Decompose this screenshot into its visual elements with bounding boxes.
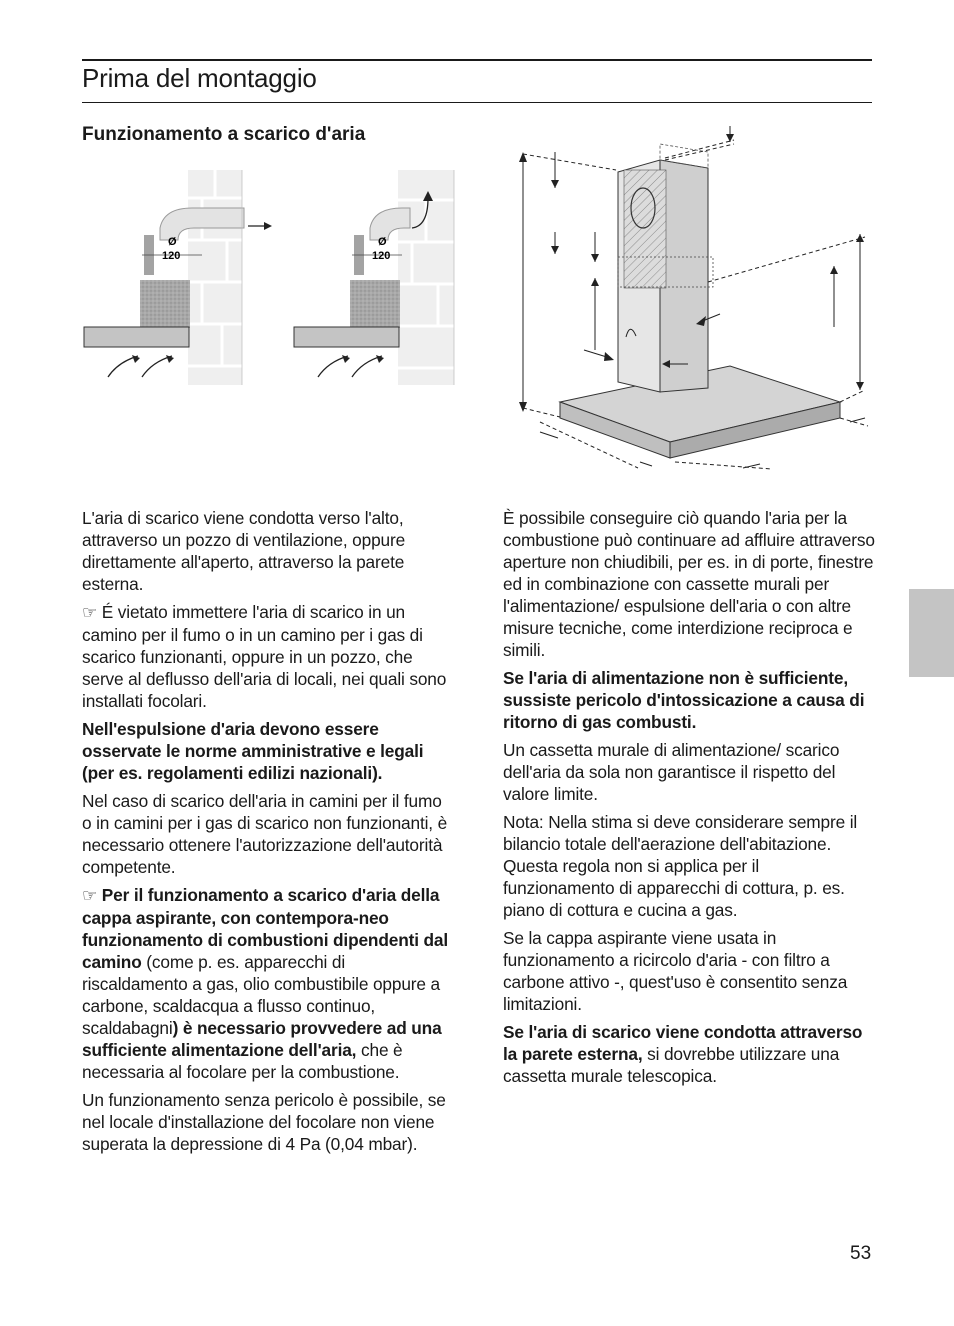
island-hood-dimension-figure [510, 122, 880, 482]
hood-canopy [294, 327, 399, 347]
page-title: Prima del montaggio [82, 63, 317, 93]
paragraph: Nell'espulsione d'aria devono essere osservate le norme amministrative e legali (per es. regolamenti edilizi nazionali). [82, 719, 424, 783]
brick-wall [398, 170, 454, 385]
hood-chimney [350, 280, 400, 328]
exhaust-through-wall-figure [82, 170, 277, 385]
exhaust-arrow [248, 222, 272, 230]
paragraph: L'aria di scarico viene condotta verso l'alto, attraverso un pozzo di ventilazione, oppure direttamente all'aperto, attraverso la parete esterna. [82, 508, 406, 594]
paragraph: Un cassetta murale di alimentazione/ scarico dell'aria da sola non garantisce il rispetto del valore limite. [503, 740, 840, 804]
paragraph: Se la cappa aspirante viene usata in funzionamento a ricircolo d'aria - con filtro a carbone attivo -, quest'uso è consentito senza limitazioni. [503, 928, 848, 1014]
paragraph: Nel caso di scarico dell'aria in camini per il fumo o in camini per i gas di scarico non funzionanti, è necessario ottenere l'autorizzazione dell'autorità competente. [82, 791, 448, 877]
intake-arrows [108, 356, 172, 377]
paragraph: Un funzionamento senza pericolo è possibile, se nel locale d'installazione del focolare non viene superata la depressione di 4 Pa (0,04 mbar). [82, 1090, 446, 1154]
paragraph: È possibile conseguire ciò quando l'aria per la combustione può continuare ad affluire attraverso aperture non chiudibili, per es. in di porte, finestre ed in combinazione con cassette murali per l'alimentazione/ espulsione dell'aria o con altre misure tecniche, come interdizione reciproca e simili. [503, 508, 875, 660]
paragraph: Nota: Nella stima si deve considerare sempre il bilancio totale dell'aerazione dell'abitazione. Questa regola non si applica per il funzionamento di apparecchi di cottura, p. es. piano di cottura e cucina a gas. [503, 812, 858, 920]
duct-diameter-symbol: Ø [168, 236, 177, 248]
brick-wall [188, 170, 242, 385]
paragraph: Se l'aria di scarico viene condotta attraverso la parete esterna, si dovrebbe utilizzare una cassetta murale telescopica. [503, 1022, 863, 1086]
paragraph: Se l'aria di alimentazione non è sufficiente, sussiste pericolo d'intossicazione a causa di ritorno di gas combusti. [503, 668, 865, 732]
left-text-column [82, 507, 454, 1161]
intake-arrows [318, 356, 382, 377]
duct-diameter-symbol: Ø [378, 236, 387, 248]
exhaust-through-shaft-figure [292, 170, 462, 385]
hood-canopy [84, 327, 189, 347]
section-heading: Funzionamento a scarico d'aria [82, 124, 366, 145]
header-bottom-rule [82, 102, 872, 103]
duct-diameter-value: 120 [372, 250, 391, 262]
header-top-rule [82, 59, 872, 61]
chimney-right-face [660, 160, 708, 392]
right-text-column [503, 507, 875, 1093]
chapter-tab [909, 589, 954, 677]
warning-paragraph: ☞ É vietato immettere l'aria di scarico in un camino per il fumo o in un camino per i gas di scarico funzionanti, oppure in un pozzo, che serve al deflusso dell'aria di locali, nei quali sono installati focolari. [82, 602, 447, 711]
pointing-hand-icon: ☞ [82, 886, 98, 906]
warning-paragraph: ☞ Per il funzionamento a scarico d'aria della cappa aspirante, con contempora-neo funzionamento di combustioni dipendenti dal camino (come p. es. apparecchi di riscaldamento a gas, olio combustibile oppure a carbone, scaldacqua a flusso continuo, scaldabagni) è necessario provvedere ad una sufficiente alimentazione dell'aria, che è necessaria al focolare per la combustione. [82, 885, 449, 1082]
duct-diameter-value: 120 [162, 250, 181, 262]
hood-chimney [140, 280, 190, 328]
page-number: 53 [850, 1243, 872, 1264]
pointing-hand-icon: ☞ [82, 603, 98, 623]
